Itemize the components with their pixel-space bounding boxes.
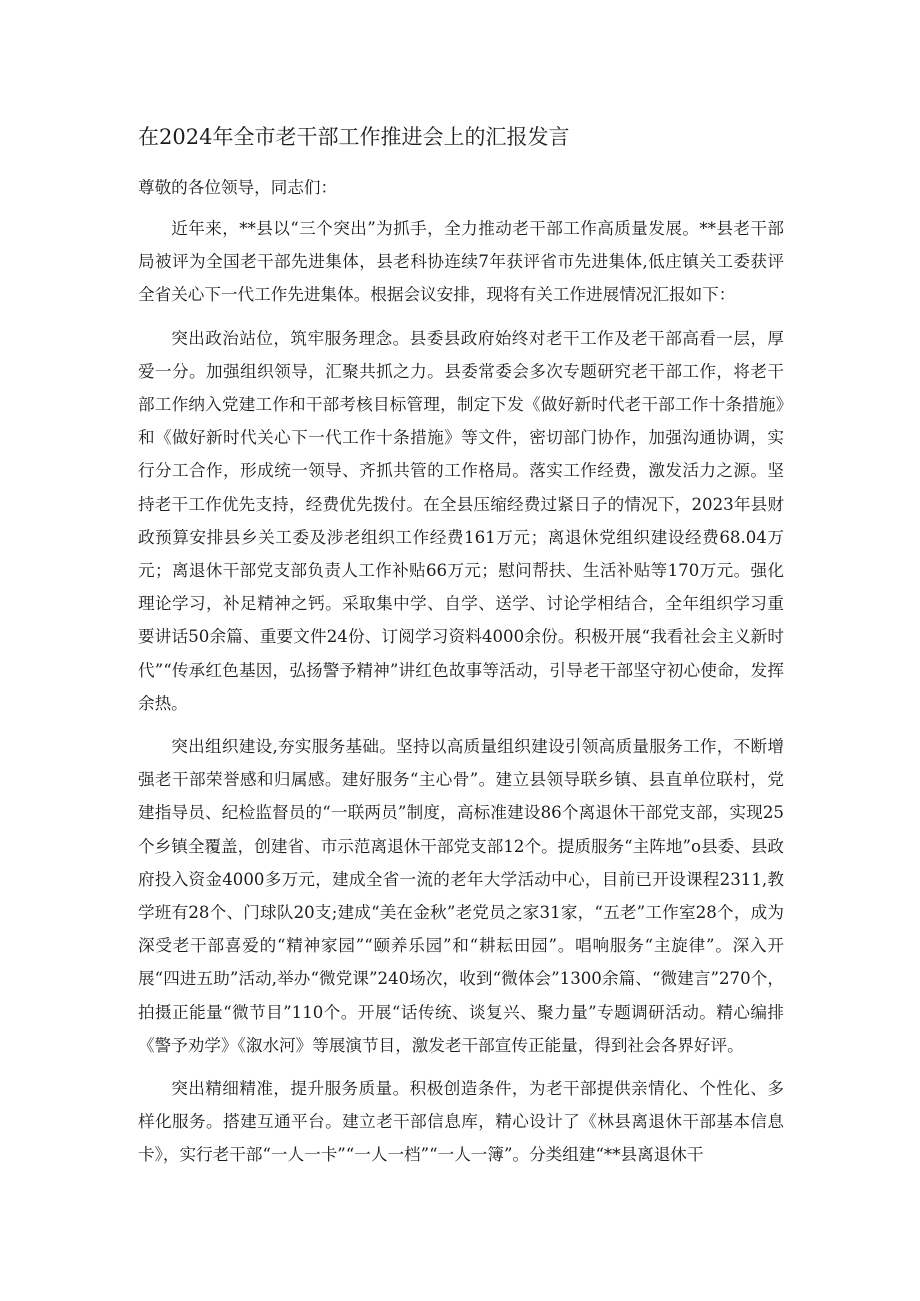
paragraph-organization-building: 突出组织建设,夯实服务基础。坚持以高质量组织建设引领高质量服务工作，不断增强老干部荣誉感和归属感。建好服务“主心骨”。建立县领导联乡镇、县直单位联村，党建指导员、纪检监督员的“一联两员”制度，高标准建设86个离退休干部党支部，实现25个乡镇全覆盖，创建省、市示范离退休干部党支部12个。提质服务“主阵地”o县委、县政府投入资金4000多万元，建成全省一流的老年大学活动中心，目前已开设课程2311,教学班有28个、门球队20支;建成“美在金秋”老党员之家31家，“五老”工作室28个，成为深受老干部喜爱的“精神家园”“颐养乐园”和“耕耘田园”。唱响服务“主旋律”。深入开展“四进五助”活动,举办“微党课”240场次，收到“微体会”1300余篇、“微建言”270个，拍摄正能量“微节目”110个。开展“话传统、谈复兴、聚力量”专题调研活动。精心编排《警予劝学》《溆水河》等展演节目，激发老干部宣传正能量，得到社会各界好评。 [138,737,784,1055]
document-title: 在2024年全市老干部工作推进会上的汇报发言 [138,125,570,149]
salutation: 尊敬的各位领导，同志们： [138,178,338,197]
document-page [138,120,784,1182]
paragraph-intro: 近年来，**县以“三个突出”为抓手，全力推动老干部工作高质量发展。**县老干部局被评为全国老干部先进集体，县老科协连续7年获评省市先进集体,低庄镇关工委获评全省关心下一代工作先进集体。根据会议安排，现将有关工作进展情况汇报如下： [138,219,784,305]
paragraph-service-quality: 突出精细精准，提升服务质量。积极创造条件，为老干部提供亲情化、个性化、多样化服务。搭建互通平台。建立老干部信息库，精心设计了《林县离退休干部基本信息卡》，实行老干部“一人一卡”“一人一档”“一人一簿”。分类组建“**县离退休干 [138,1079,784,1165]
paragraph-political-stance: 突出政治站位，筑牢服务理念。县委县政府始终对老干工作及老干部高看一层，厚爱一分。加强组织领导，汇聚共抓之力。县委常委会多次专题研究老干部工作，将老干部工作纳入党建工作和干部考核目标管理，制定下发《做好新时代老干部工作十条措施》和《做好新时代关心下一代工作十条措施》等文件，密切部门协作，加强沟通协调，实行分工合作，形成统一领导、齐抓共管的工作格局。落实工作经费，激发活力之源。坚持老干工作优先支持，经费优先拨付。在全县压缩经费过紧日子的情况下，2023年县财政预算安排县乡关工委及涉老组织工作经费161万元；离退休党组织建设经费68.04万元；离退休干部党支部负责人工作补贴66万元；慰问帮扶、生活补贴等170万元。强化理论学习，补足精神之钙。采取集中学、自学、送学、讨论学相结合，全年组织学习重要讲话50余篇、重要文件24份、订阅学习资料4000余份。积极开展“我看社会主义新时代”“传承红色基因，弘扬警予精神”讲红色故事等活动，引导老干部坚守初心使命，发挥余热。 [138,328,784,713]
